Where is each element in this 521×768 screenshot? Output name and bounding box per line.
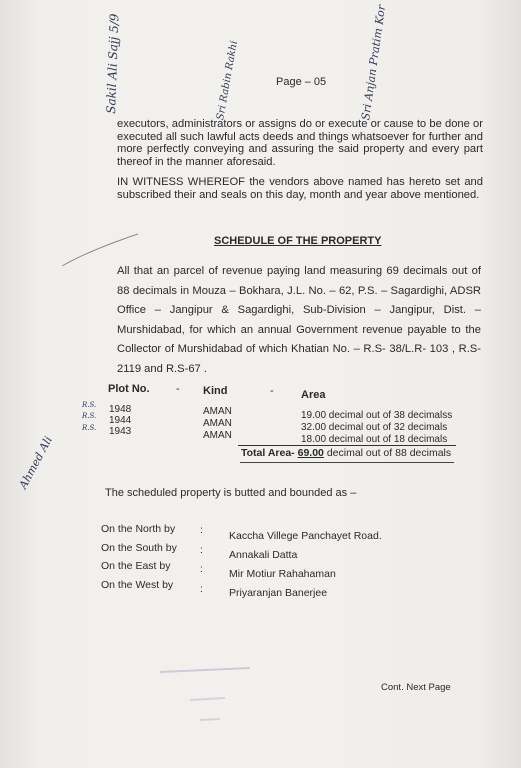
plot-cell: 1944 bbox=[109, 415, 132, 426]
rs-prefix: R.S. bbox=[82, 401, 97, 409]
boundary-value: Annakali Datta bbox=[229, 549, 298, 561]
vendor-signature-2: Sri Rabin Rakhi bbox=[215, 39, 240, 122]
col-header-plot: Plot No. bbox=[108, 383, 150, 395]
total-label: Total Area- bbox=[241, 447, 295, 459]
area-cell: 32.00 decimal out of 32 decimals bbox=[301, 422, 448, 433]
col-header-dash-2: - bbox=[270, 385, 274, 397]
total-value: 69.00 bbox=[297, 447, 324, 459]
area-cell: 18.00 decimal out of 18 decimals bbox=[301, 434, 448, 445]
col-header-area: Area bbox=[301, 389, 326, 401]
rs-prefix: R.S. bbox=[82, 424, 97, 432]
total-rule bbox=[238, 445, 456, 446]
boundary-value: Kaccha Villege Panchayet Road. bbox=[229, 530, 382, 542]
page-number: Page – 05 bbox=[276, 76, 327, 88]
total-suffix: decimal out of 88 decimals bbox=[326, 447, 452, 459]
kind-cell: AMAN bbox=[203, 430, 232, 441]
bounded-intro: The scheduled property is butted and bounded as – bbox=[105, 487, 357, 499]
boundary-colon: : bbox=[200, 544, 203, 556]
continued-note: Cont. Next Page bbox=[381, 682, 451, 693]
schedule-paragraph: All that an parcel of revenue paying land measuring 69 decimals out of 88 decimals in Mouza – Bokhara, J.L. No. – 62, P.S. – Sagardighi, ADSR Office – Jangipur & Sagardighi, Sub-Division – Jangipur, Dist. – Murshidabad, for which an annual Government revenue payable to the Collector of Murshidabad of which Khatian No. – R.S- 38/L.R- 103 , R.S-2119 and R.S-67 . bbox=[117, 265, 481, 375]
kind-cell: AMAN bbox=[203, 406, 232, 417]
rs-prefix: R.S. bbox=[82, 412, 97, 420]
table-row bbox=[82, 410, 96, 421]
boundary-colon: : bbox=[200, 583, 203, 595]
boundary-label: On the South by bbox=[101, 542, 177, 554]
plot-cell: 1948 bbox=[109, 404, 132, 415]
total-underline bbox=[240, 462, 454, 463]
boundary-label: On the North by bbox=[101, 523, 176, 535]
boundary-label: On the East by bbox=[101, 560, 171, 572]
schedule-heading: SCHEDULE OF THE PROPERTY bbox=[214, 235, 382, 247]
boundary-colon: : bbox=[200, 524, 203, 536]
area-cell: 19.00 decimal out of 38 decimalss bbox=[301, 410, 453, 421]
witness-paragraph: IN WITNESS WHEREOF the vendors above named has hereto set and subscribed their and seals on this day, month and year above mentioned. bbox=[117, 176, 483, 201]
intro-paragraph: executors, administrators or assigns do or execute or cause to be done or executed all such lawful acts deeds and things whatsoever for further and more perfectly conveying and assuring the said property and every part thereof in the manner aforesaid. bbox=[117, 118, 483, 168]
col-header-kind: Kind bbox=[203, 385, 228, 397]
boundary-value: Priyaranjan Banerjee bbox=[229, 587, 328, 599]
total-area-line bbox=[241, 447, 451, 459]
boundary-label: On the West by bbox=[101, 579, 174, 591]
plot-cell: 1943 bbox=[109, 426, 132, 437]
faint-stamp-mark bbox=[150, 660, 270, 730]
vendor-signature-1: Sakil Ali Sajj 5/9 bbox=[104, 13, 122, 114]
table-row bbox=[82, 399, 96, 410]
kind-cell: AMAN bbox=[203, 418, 232, 429]
boundary-value: Mir Motiur Rahahaman bbox=[229, 568, 336, 580]
margin-signature: Ahmed Ali bbox=[16, 434, 55, 491]
boundary-colon: : bbox=[200, 563, 203, 575]
vendor-signature-3: Sri Anjan Pratim Kor bbox=[359, 4, 389, 122]
col-header-dash-1: - bbox=[176, 383, 180, 395]
table-row bbox=[82, 422, 96, 433]
